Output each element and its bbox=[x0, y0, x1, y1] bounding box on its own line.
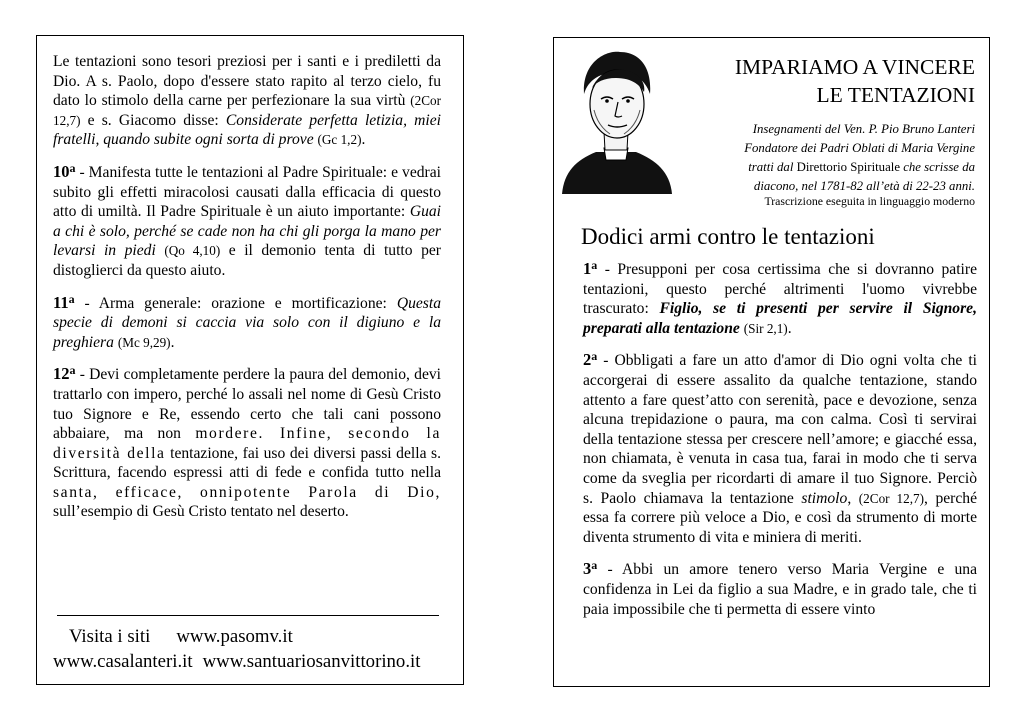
weapon-number: 12$^a$ bbox=[53, 363, 76, 384]
site-link-santuario[interactable]: www.santuariosanvittorino.it bbox=[202, 651, 421, 672]
weapon-12: 12$^a$ - Devi completamente perdere la paura del demonio, devi trattarlo con impero, perché lo assali nel nome di Gesù Cristo tuo Signore e Re, essendo certo che tali cani possono abbaiare, ma non mordere. Infine, secondo la diversità della tentazione, fai uso dei diversi passi della s. Scrittura, facendo espressi atti di fede e confida tutto nella santa, efficace, onnipotente Parola di Dio, sull’esempio di Gesù Cristo tentato nel deserto. bbox=[53, 363, 442, 521]
weapon-number: 3$^a$ bbox=[583, 558, 598, 579]
weapon-number: 2$^a$ bbox=[583, 349, 598, 370]
section-heading: Dodici armi contro le tentazioni bbox=[581, 224, 875, 249]
site-link-pasomv[interactable]: www.pasomv.it bbox=[176, 626, 293, 647]
divider-line bbox=[57, 615, 439, 616]
websites-box bbox=[53, 624, 459, 674]
left-text-column bbox=[53, 52, 441, 531]
right-text-column bbox=[583, 256, 977, 628]
left-page bbox=[36, 35, 464, 685]
weapon-number: 10$^a$ bbox=[53, 160, 76, 181]
site-link-casalanteri[interactable]: www.casalanteri.it bbox=[53, 651, 193, 672]
weapon-10: 10$^a$ - Manifesta tutte le tentazioni al Padre Spirituale: e vedrai subito gli effetti miracolosi causati dalla efficacia di questo atto di umiltà. Il Padre Spirituale è un aiuto importante: Guai a chi è solo, perché se cade non ha chi gli porga la mano per levarsi in piedi (Qo 4,10) e il demonio tenta di tutto per distoglierci da questo aiuto. bbox=[53, 160, 441, 279]
weapon-number: 11$^a$ bbox=[53, 291, 75, 312]
intro-paragraph: Le tentazioni sono tesori preziosi per i santi e i prediletti da Dio. A s. Paolo, dopo d'essere stato rapito al terzo cielo, fu dato lo stimolo della carne per perfezionare la sua virtù (2Cor 12,7) e s. Giacomo disse: Considerate perfetta letizia, miei fratelli, quando subite ogni sorta di prove (Gc 1,2). bbox=[53, 53, 442, 149]
right-page bbox=[553, 37, 990, 687]
credits-block: Insegnamenti del Ven. P. Pio Bruno Lanteri Fondatore dei Padri Oblati di Maria Vergine tratti dal Direttorio Spirituale che scrisse da diacono, nel 1781-82 all’età di 22-23 anni. bbox=[744, 122, 975, 193]
weapon-number: 1$^a$ bbox=[583, 258, 598, 278]
booklet-title: IMPARIAMO A VINCERE LE TENTAZIONI bbox=[734, 55, 975, 107]
weapon-11: 11$^a$ - Arma generale: orazione e mortificazione: Questa specie di demoni si caccia via solo con il digiuno e la preghiera (Mc 9,29). bbox=[53, 291, 441, 351]
weapon-3: 3$^a$ - Abbi un amore tenero verso Maria Vergine e una confidenza in Lei da figlio a sua Madre, e in grado tale, che ti paia impossibile che ti permetta di essere vinto bbox=[583, 558, 977, 618]
visit-label: Visita i siti bbox=[69, 626, 151, 647]
weapon-2: 2$^a$ - Obbligati a fare un atto d'amor di Dio ogni volta che ti accorgerai di essere assalito da qualche tentazione, stando attento a fare quest’atto con serenità, pace e devozione, senza alcuna trepidazione o paura, ma con calma. Così ti servirai della tentazione stessa per crescere nell’amore; e giacché essa, non chiamata, è venuta in casa tua, farai in modo che ti serva come da sveglia per ricordarti di amare il tuo Signore. Perciò s. Paolo chiamava la tentazione stimolo, (2Cor 12,7), perché essa fa correre più veloce a Dio, e così da strumento di morte diventa strumento di vita e miniera di meriti. bbox=[583, 349, 977, 546]
weapon-1: 1$^a$ - Presupponi per cosa certissima che si dovranno patire tentazioni, questo perché altrimenti l'uomo vivrebbe trascurato: Figlio, se ti presenti per servire il Signore, preparati alla tentazione (Sir 2,1). bbox=[583, 258, 977, 337]
transcription-note: Trascrizione eseguita in linguaggio moderno bbox=[764, 194, 975, 208]
